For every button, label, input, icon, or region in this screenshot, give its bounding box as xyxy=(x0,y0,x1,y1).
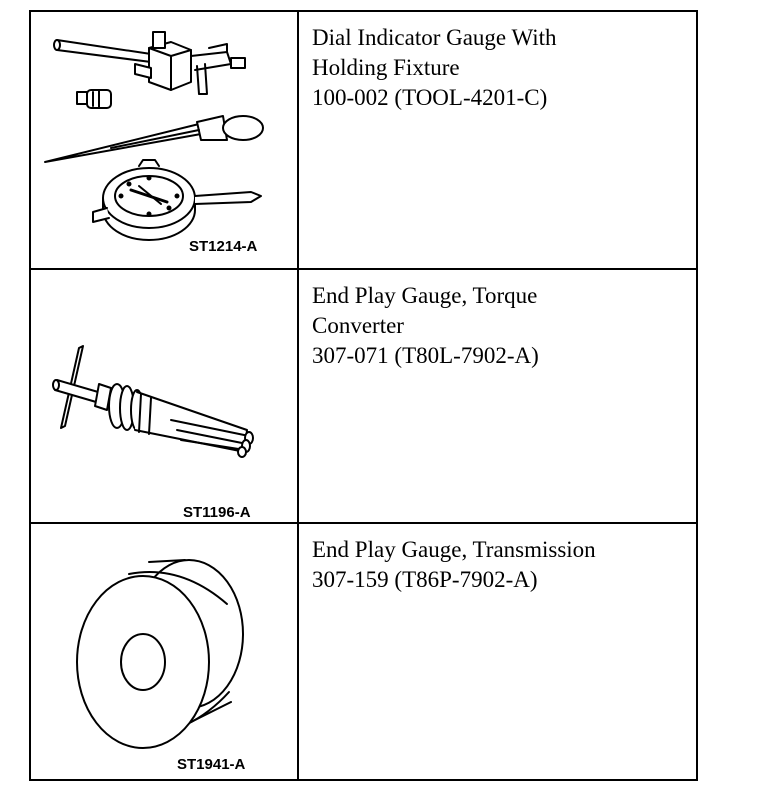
tool-name-line: End Play Gauge, Torque xyxy=(312,283,538,308)
tool-row-torque-converter-gauge xyxy=(31,268,696,524)
dial-indicator-illustration xyxy=(31,12,297,268)
tool-description xyxy=(312,535,692,595)
tool-row-transmission-gauge xyxy=(31,522,696,779)
tool-part-number: 307-071 (T80L-7902-A) xyxy=(312,343,539,368)
tool-name-line: Holding Fixture xyxy=(312,55,460,80)
tool-description xyxy=(312,23,692,113)
tool-part-number: 100-002 (TOOL-4201-C) xyxy=(312,85,548,110)
end-play-gauge-transmission-illustration xyxy=(31,524,297,779)
tool-row-dial-indicator xyxy=(31,12,696,270)
tool-illustration-cell xyxy=(31,524,299,779)
tool-name-line: Dial Indicator Gauge With xyxy=(312,25,557,50)
special-tools-table xyxy=(29,10,698,781)
tool-name-line: Converter xyxy=(312,313,404,338)
illustration-code: ST1941-A xyxy=(177,756,246,773)
end-play-gauge-torque-converter-illustration xyxy=(31,270,297,524)
illustration-code: ST1214-A xyxy=(189,238,258,255)
tool-name-line: End Play Gauge, Transmission xyxy=(312,537,596,562)
tool-description xyxy=(312,281,692,371)
tool-illustration-cell xyxy=(31,12,299,270)
illustration-code: ST1196-A xyxy=(183,504,251,521)
tool-illustration-cell xyxy=(31,270,299,524)
tool-part-number: 307-159 (T86P-7902-A) xyxy=(312,567,538,592)
